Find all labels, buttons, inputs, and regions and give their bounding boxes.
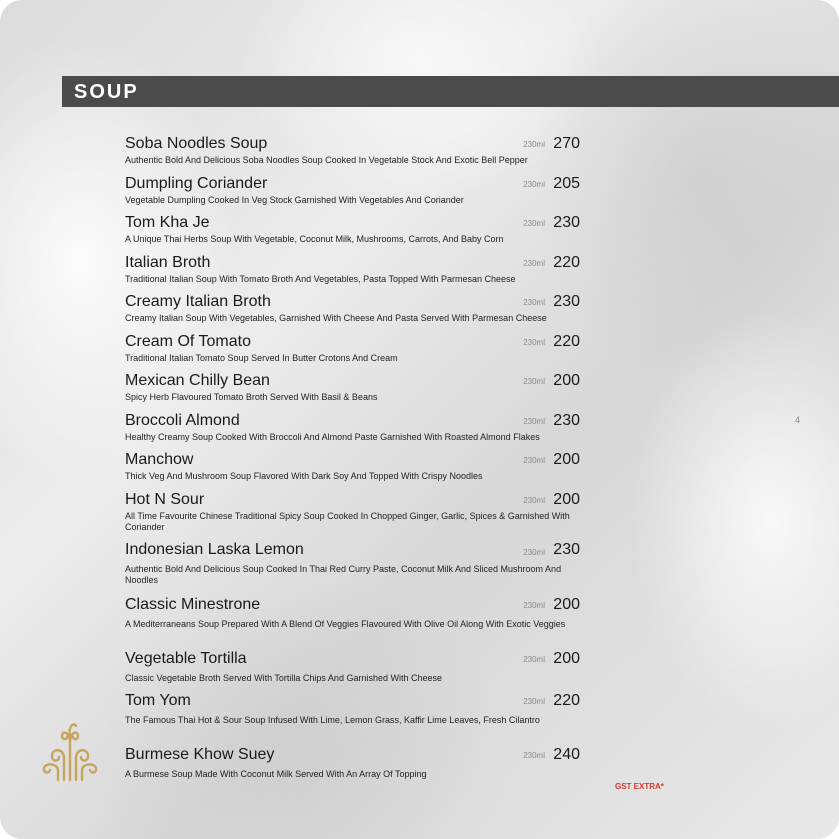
menu-item xyxy=(125,594,585,649)
item-description: A Mediterraneans Soup Prepared With A Blend Of Veggies Flavoured With Olive Oil Along With Exotic Veggies xyxy=(125,618,566,629)
item-volume: 230ml xyxy=(523,416,545,426)
menu-item xyxy=(125,744,585,784)
item-price: 200 xyxy=(553,595,580,613)
item-name: Indonesian Laska Lemon xyxy=(125,541,304,558)
item-name: Italian Broth xyxy=(125,253,211,271)
item-name: Hot N Sour xyxy=(125,490,205,508)
item-price: 205 xyxy=(553,174,580,192)
item-volume: 230ml xyxy=(523,456,545,465)
item-volume: 230ml xyxy=(523,258,545,268)
menu-item xyxy=(125,252,585,292)
restaurant-logo-icon xyxy=(38,718,102,782)
item-name: Creamy Italian Broth xyxy=(125,293,271,310)
item-price: 200 xyxy=(553,650,580,667)
item-name: Soba Noodles Soup xyxy=(125,135,268,152)
item-price: 220 xyxy=(553,253,580,271)
item-volume: 230ml xyxy=(523,600,545,610)
item-name: Vegetable Tortilla xyxy=(125,650,247,667)
item-volume: 230ml xyxy=(523,655,545,664)
item-name: Dumpling Coriander xyxy=(125,174,268,192)
item-name: Cream Of Tomato xyxy=(125,332,251,350)
item-description: A Burmese Soup Made With Coconut Milk Served With An Array Of Topping xyxy=(125,769,427,779)
item-name: Mexican Chilly Bean xyxy=(125,372,270,389)
menu-item xyxy=(125,449,585,489)
menu-item xyxy=(125,690,585,745)
item-price: 220 xyxy=(553,332,580,350)
item-price: 220 xyxy=(553,691,580,709)
menu-item xyxy=(125,212,585,252)
item-description: Classic Vegetable Broth Served With Tortilla Chips And Garnished With Cheese xyxy=(125,673,442,683)
section-title: SOUP xyxy=(74,81,139,103)
item-volume: 230ml xyxy=(523,495,545,505)
item-volume: 230ml xyxy=(523,377,545,386)
item-volume: 230ml xyxy=(523,548,545,557)
item-volume: 230ml xyxy=(523,337,545,347)
page-number: 4 xyxy=(795,415,801,425)
menu-list xyxy=(125,133,585,784)
item-name: Manchow xyxy=(125,451,194,468)
item-price: 200 xyxy=(553,490,580,508)
item-name: Burmese Khow Suey xyxy=(125,746,275,763)
item-name: Broccoli Almond xyxy=(125,411,240,429)
item-volume: 230ml xyxy=(523,219,545,228)
item-price: 230 xyxy=(553,411,580,429)
item-volume: 230ml xyxy=(523,751,545,760)
item-description: Creamy Italian Soup With Vegetables, Garnished With Cheese And Pasta Served With Parmesan Cheese xyxy=(125,313,547,323)
item-name: Tom Yom xyxy=(125,691,191,709)
menu-item xyxy=(125,410,585,450)
item-description: The Famous Thai Hot & Sour Soup Infused With Lime, Lemon Grass, Kaffir Lime Leaves, Fresh Cilantro xyxy=(125,714,540,725)
menu-item xyxy=(125,331,585,371)
menu-item xyxy=(125,173,585,213)
item-price: 200 xyxy=(553,372,580,389)
menu-item xyxy=(125,133,585,173)
item-price: 200 xyxy=(553,451,580,468)
gst-note: GST EXTRA* xyxy=(615,782,664,791)
item-description: Authentic Bold And Delicious Soup Cooked In Thai Red Curry Paste, Coconut Milk And Sliced Mushroom And Noodles xyxy=(125,564,562,585)
item-volume: 230ml xyxy=(523,298,545,307)
menu-item xyxy=(125,489,585,540)
menu-item xyxy=(125,291,585,331)
item-volume: 230ml xyxy=(523,696,545,706)
item-description: Authentic Bold And Delicious Soba Noodles Soup Cooked In Vegetable Stock And Exotic Bell Pepper xyxy=(125,155,528,165)
section-banner xyxy=(62,76,839,107)
item-price: 240 xyxy=(553,746,580,763)
item-description: Spicy Herb Flavoured Tomato Broth Served With Basil & Beans xyxy=(125,392,378,402)
item-description: A Unique Thai Herbs Soup With Vegetable, Coconut Milk, Mushrooms, Carrots, And Baby Corn xyxy=(125,234,504,244)
item-volume: 230ml xyxy=(523,179,545,189)
menu-item xyxy=(125,648,585,690)
item-description: Thick Veg And Mushroom Soup Flavored With Dark Soy And Topped With Crispy Noodles xyxy=(125,471,483,481)
item-description: Traditional Italian Tomato Soup Served In Butter Crotons And Cream xyxy=(125,352,398,363)
item-description: Vegetable Dumpling Cooked In Veg Stock Garnished With Vegetables And Coriander xyxy=(125,194,464,205)
item-name: Tom Kha Je xyxy=(125,214,210,231)
item-price: 230 xyxy=(553,541,580,558)
item-name: Classic Minestrone xyxy=(125,595,261,613)
menu-item xyxy=(125,539,585,594)
menu-item xyxy=(125,370,585,410)
item-price: 230 xyxy=(553,293,580,310)
item-volume: 230ml xyxy=(523,140,545,149)
item-description: Traditional Italian Soup With Tomato Broth And Vegetables, Pasta Topped With Parmesan Cheese xyxy=(125,273,516,284)
item-description: Healthy Creamy Soup Cooked With Broccoli And Almond Paste Garnished With Roasted Almond Flakes xyxy=(125,431,540,442)
item-description: All Time Favourite Chinese Traditional Spicy Soup Cooked In Chopped Ginger, Garlic, Spices & Garnished With Coriander xyxy=(125,510,570,532)
item-price: 230 xyxy=(553,214,580,231)
item-price: 270 xyxy=(553,135,580,152)
